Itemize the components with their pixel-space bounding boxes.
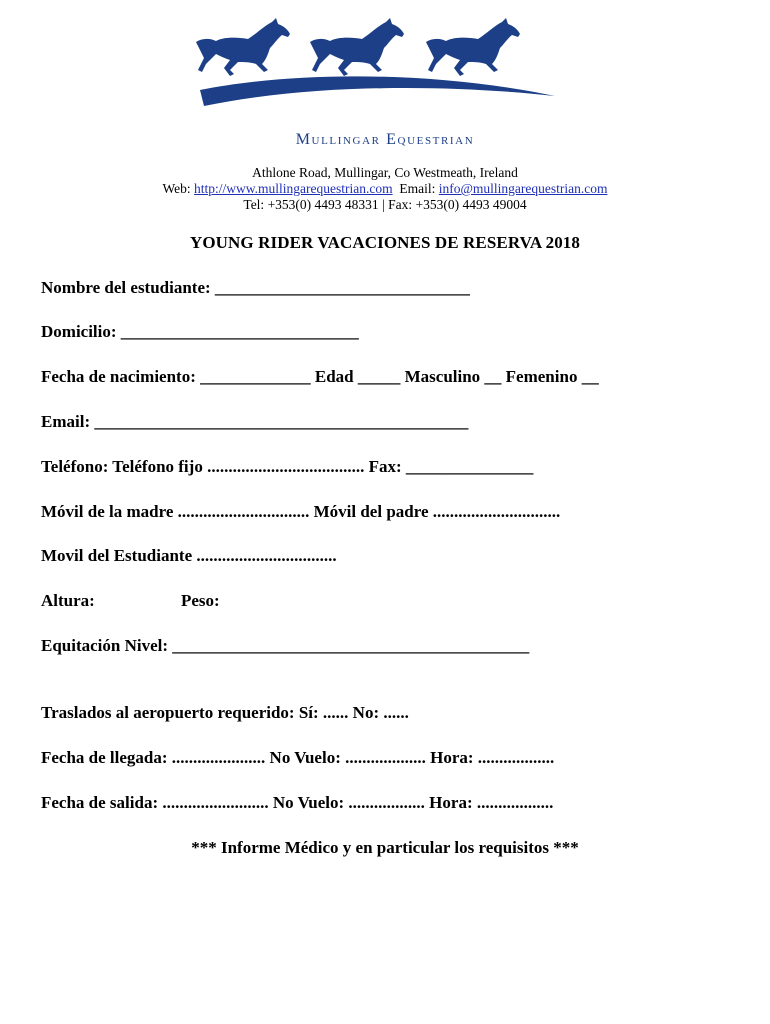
arrival-field: Fecha de llegada: ...................... No Vuelo: ................... Hora: .................. bbox=[41, 748, 555, 767]
web-label: Web: bbox=[162, 181, 191, 196]
website-link[interactable]: http://www.mullingarequestrian.com bbox=[194, 181, 393, 196]
address-field: Domicilio: ____________________________ bbox=[41, 322, 359, 341]
email-field: Email: ____________________________________________ bbox=[41, 412, 469, 431]
riding-level-field: Equitación Nivel: __________________________________________ bbox=[41, 636, 530, 655]
height-field: Altura: bbox=[41, 591, 95, 610]
departure-field: Fecha de salida: ......................... No Vuelo: .................. Hora: .................. bbox=[41, 793, 554, 812]
phone-fax-field: Teléfono: Teléfono fijo ..................................... Fax: _______________ bbox=[41, 457, 534, 476]
medical-note: *** Informe Médico y en particular los requisitos *** bbox=[191, 838, 579, 857]
brand-name-text: Mullingar Equestrian bbox=[295, 131, 475, 148]
student-mobile-field: Movil del Estudiante ................................. bbox=[41, 546, 337, 565]
weight-field: Peso: bbox=[181, 591, 220, 610]
form-title: YOUNG RIDER VACACIONES DE RESERVA 2018 bbox=[189, 233, 581, 252]
email-link[interactable]: info@mullingarequestrian.com bbox=[438, 181, 608, 196]
airport-transfer-field: Traslados al aeropuerto requerido: Sí: ...... No: ...... bbox=[41, 703, 409, 722]
email-label: Email: bbox=[399, 181, 436, 196]
student-name-field: Nombre del estudiante: ______________________________ bbox=[41, 278, 470, 297]
brand-name bbox=[0, 131, 770, 149]
address-line: Athlone Road, Mullingar, Co Westmeath, Ireland bbox=[252, 165, 518, 180]
birth-age-gender-field: Fecha de nacimiento: _____________ Edad _____ Masculino __ Femenino __ bbox=[41, 367, 599, 386]
galloping-horses-logo-icon bbox=[190, 14, 560, 122]
web-email-line bbox=[0, 181, 770, 197]
parents-mobile-field: Móvil de la madre ............................... Móvil del padre .............................. bbox=[41, 502, 561, 521]
phone-fax-line: Tel: +353(0) 4493 48331 | Fax: +353(0) 4493 49004 bbox=[243, 197, 527, 212]
